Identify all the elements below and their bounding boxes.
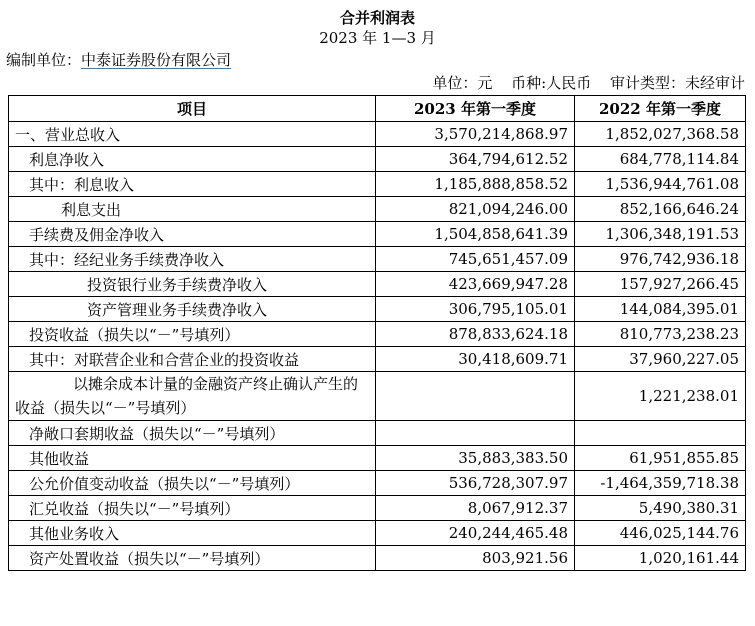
row-label: 一、营业总收入 xyxy=(9,122,376,147)
table-header-row xyxy=(9,96,746,122)
table-row xyxy=(9,172,746,197)
column-header-2022q1: 2022 年第一季度 xyxy=(575,96,746,122)
value-2022: 61,951,855.85 xyxy=(575,446,746,471)
statement-period: 2023 年 1—3 月 xyxy=(319,29,436,47)
table-row xyxy=(9,297,746,322)
table-row xyxy=(9,147,746,172)
row-label: 其中：利息收入 xyxy=(9,172,376,197)
row-label: 利息净收入 xyxy=(9,147,376,172)
row-label: 其中：经纪业务手续费净收入 xyxy=(9,247,376,272)
compiling-unit-label: 编制单位： xyxy=(6,51,82,69)
value-2023: 1,185,888,858.52 xyxy=(376,172,575,197)
row-label: 汇兑收益（损失以“－”号填列） xyxy=(9,496,376,521)
table-row xyxy=(9,347,746,372)
table-row xyxy=(9,446,746,471)
table-row xyxy=(9,496,746,521)
value-2023: 803,921.56 xyxy=(376,546,575,571)
value-2023 xyxy=(376,372,575,421)
value-2022: 1,221,238.01 xyxy=(575,372,746,421)
value-2023: 745,651,457.09 xyxy=(376,247,575,272)
table-row xyxy=(9,421,746,446)
company-name: 中泰证券股份有限公司 xyxy=(81,51,232,69)
compiling-unit xyxy=(0,49,755,71)
value-2022: 852,166,646.24 xyxy=(575,197,746,222)
value-2022: 5,490,380.31 xyxy=(575,496,746,521)
row-label: 利息支出 xyxy=(9,197,376,222)
table-row xyxy=(9,247,746,272)
column-header-2023q1: 2023 年第一季度 xyxy=(376,96,575,122)
row-label: 投资银行业务手续费净收入 xyxy=(9,272,376,297)
table-row xyxy=(9,272,746,297)
value-2022: 1,536,944,761.08 xyxy=(575,172,746,197)
table-row xyxy=(9,222,746,247)
value-2022: 810,773,238.23 xyxy=(575,322,746,347)
table-row xyxy=(9,546,746,571)
value-2023: 3,570,214,868.97 xyxy=(376,122,575,147)
value-2023: 821,094,246.00 xyxy=(376,197,575,222)
row-label: 资产处置收益（损失以“－”号填列） xyxy=(9,546,376,571)
table-row xyxy=(9,122,746,147)
row-label: 净敞口套期收益（损失以“－”号填列） xyxy=(9,421,376,446)
row-label: 以摊余成本计量的金融资产终止确认产生的收益（损失以“－”号填列） xyxy=(9,372,376,421)
value-2023: 240,244,465.48 xyxy=(376,521,575,546)
value-2022: -1,464,359,718.38 xyxy=(575,471,746,496)
unit-text: 单位：元 xyxy=(432,74,493,92)
value-2023: 536,728,307.97 xyxy=(376,471,575,496)
table-row xyxy=(9,521,746,546)
statement-meta xyxy=(0,71,755,95)
audit-type-text: 审计类型：未经审计 xyxy=(609,74,745,92)
row-label: 其他业务收入 xyxy=(9,521,376,546)
value-2022: 446,025,144.76 xyxy=(575,521,746,546)
income-statement-table xyxy=(8,95,746,571)
value-2023: 30,418,609.71 xyxy=(376,347,575,372)
value-2023: 35,883,383.50 xyxy=(376,446,575,471)
value-2022: 976,742,936.18 xyxy=(575,247,746,272)
row-label: 其他收益 xyxy=(9,446,376,471)
row-label: 资产管理业务手续费净收入 xyxy=(9,297,376,322)
row-label: 投资收益（损失以“－”号填列） xyxy=(9,322,376,347)
value-2022: 144,084,395.01 xyxy=(575,297,746,322)
value-2023: 878,833,624.18 xyxy=(376,322,575,347)
value-2023: 8,067,912.37 xyxy=(376,496,575,521)
currency-text: 币种:人民币 xyxy=(511,74,592,92)
row-label: 其中：对联营企业和合营企业的投资收益 xyxy=(9,347,376,372)
table-row xyxy=(9,197,746,222)
table-row xyxy=(9,471,746,496)
value-2022: 1,020,161.44 xyxy=(575,546,746,571)
table-row xyxy=(9,372,746,421)
statement-title: 合并利润表 xyxy=(339,9,415,27)
row-label: 手续费及佣金净收入 xyxy=(9,222,376,247)
table-row xyxy=(9,322,746,347)
row-label: 公允价值变动收益（损失以“－”号填列） xyxy=(9,471,376,496)
value-2022 xyxy=(575,421,746,446)
column-header-item: 项目 xyxy=(9,96,376,122)
value-2022: 1,852,027,368.58 xyxy=(575,122,746,147)
value-2023: 1,504,858,641.39 xyxy=(376,222,575,247)
value-2023: 364,794,612.52 xyxy=(376,147,575,172)
value-2023 xyxy=(376,421,575,446)
value-2023: 423,669,947.28 xyxy=(376,272,575,297)
value-2022: 37,960,227.05 xyxy=(575,347,746,372)
value-2022: 1,306,348,191.53 xyxy=(575,222,746,247)
value-2022: 157,927,266.45 xyxy=(575,272,746,297)
value-2022: 684,778,114.84 xyxy=(575,147,746,172)
value-2023: 306,795,105.01 xyxy=(376,297,575,322)
